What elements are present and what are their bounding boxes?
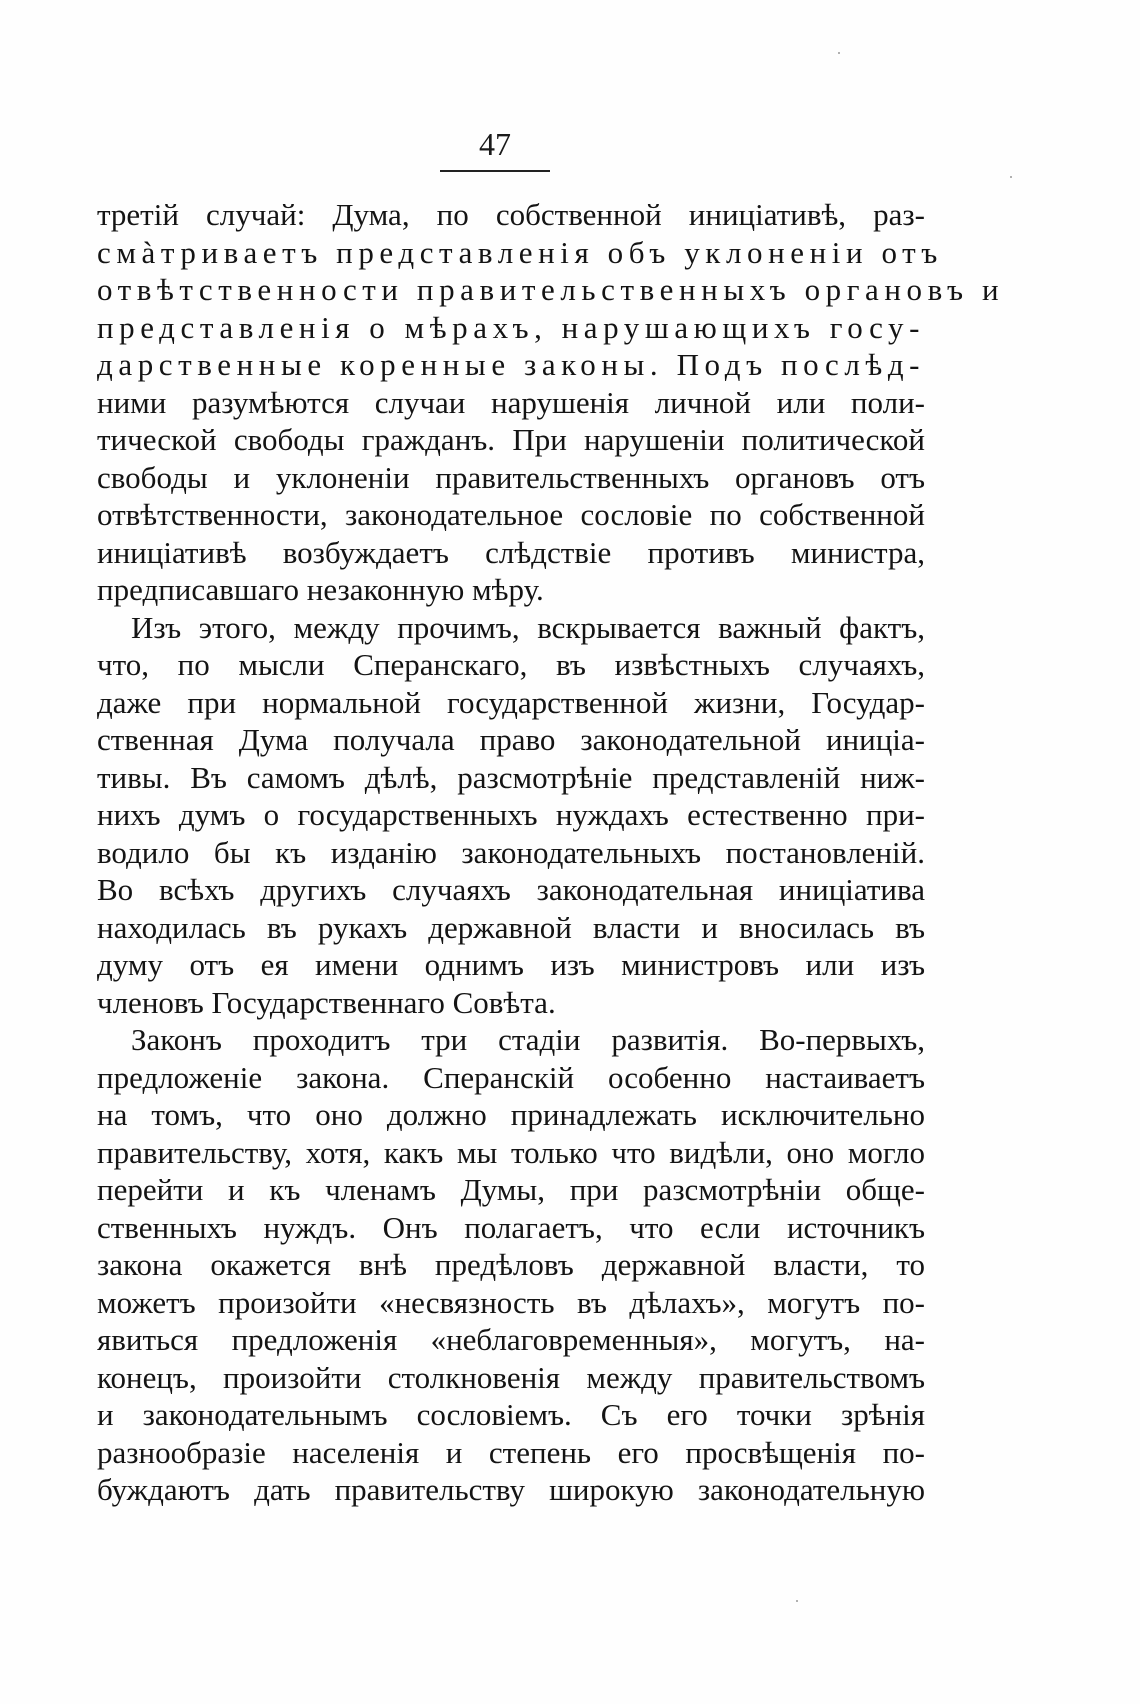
text-line: ственная Дума получала право законодательной иниціа- — [97, 722, 925, 757]
text-line: смàтриваетъ представленія объ уклоненіи отъ — [97, 234, 943, 270]
text-line: предписавшаго незаконную мѣру. — [97, 572, 544, 607]
text-line: правительству, хотя, какъ мы только что видѣли, оно могло — [97, 1134, 925, 1170]
text-line: ними разумѣются случаи нарушенія личной или поли- — [97, 384, 925, 420]
text-line: тической свободы гражданъ. При нарушеніи политической — [97, 422, 925, 457]
text-line: отвѣтственности, законодательное сословіе по собственной — [97, 497, 925, 532]
text-line: отвѣтственности правительственныхъ органовъ и — [97, 272, 1005, 307]
text-line: даже при нормальной государственной жизни, Государ- — [97, 684, 925, 720]
text-line: представленія о мѣрахъ, нарушающихъ госу- — [97, 309, 925, 345]
scan-speck — [796, 1600, 798, 1602]
text-line: конецъ, произойти столкновенія между правительствомъ — [97, 1359, 925, 1395]
text-line: явиться предложенія «неблаговременныя», могутъ, на- — [97, 1322, 925, 1357]
text-line: Изъ этого, между прочимъ, вскрывается важный фактъ, — [131, 609, 925, 645]
text-line: что, по мысли Сперанскаго, въ извѣстныхъ случаяхъ, — [97, 647, 925, 682]
text-line: Законъ проходитъ три стадіи развитія. Во-первыхъ, — [131, 1022, 925, 1057]
text-line: находилась въ рукахъ державной власти и вносилась въ — [97, 909, 925, 945]
text-line: можетъ произойти «несвязность въ дѣлахъ», могутъ по- — [97, 1284, 925, 1320]
scan-speck — [1010, 176, 1012, 178]
text-line: нихъ думъ о государственныхъ нуждахъ естественно при- — [97, 797, 925, 832]
text-line: думу отъ ея имени однимъ изъ министровъ или изъ — [97, 947, 925, 982]
text-line: свободы и уклоненіи правительственныхъ органовъ отъ — [97, 459, 925, 495]
text-line: на томъ, что оно должно принадлежать исключительно — [97, 1097, 925, 1132]
text-line: Во всѣхъ другихъ случаяхъ законодательная иниціатива — [97, 872, 925, 907]
text-line: дарственные коренные законы. Подъ послѣд- — [97, 347, 926, 382]
text-line: перейти и къ членамъ Думы, при разсмотрѣніи обще- — [97, 1172, 925, 1207]
text-line: третій случай: Дума, по собственной иниціативѣ, раз- — [97, 197, 925, 232]
text-line: тивы. Въ самомъ дѣлѣ, разсмотрѣніе представленій ниж- — [97, 759, 925, 795]
text-line: водило бы къ изданію законодательныхъ постановленій. — [97, 834, 925, 870]
text-line: закона окажется внѣ предѣловъ державной власти, то — [97, 1247, 925, 1282]
text-line: и законодательнымъ сословіемъ. Съ его точки зрѣнія — [97, 1397, 925, 1432]
scan-speck — [838, 52, 840, 54]
text-line: предложеніе закона. Сперанскій особенно настаиваетъ — [97, 1059, 925, 1095]
body-text — [97, 196, 1005, 1509]
text-line: буждаютъ дать правительству широкую законодательную — [97, 1472, 925, 1507]
text-line: иниціативѣ возбуждаетъ слѣдствіе противъ министра, — [97, 534, 925, 570]
text-line: разнообразіе населенія и степень его просвѣщенія по- — [97, 1434, 925, 1470]
page-number: 47 — [479, 126, 511, 162]
page-number-rule — [440, 170, 550, 172]
text-line: членовъ Государственнаго Совѣта. — [97, 984, 556, 1020]
text-line: ственныхъ нуждъ. Онъ полагаетъ, что если источникъ — [97, 1209, 925, 1245]
